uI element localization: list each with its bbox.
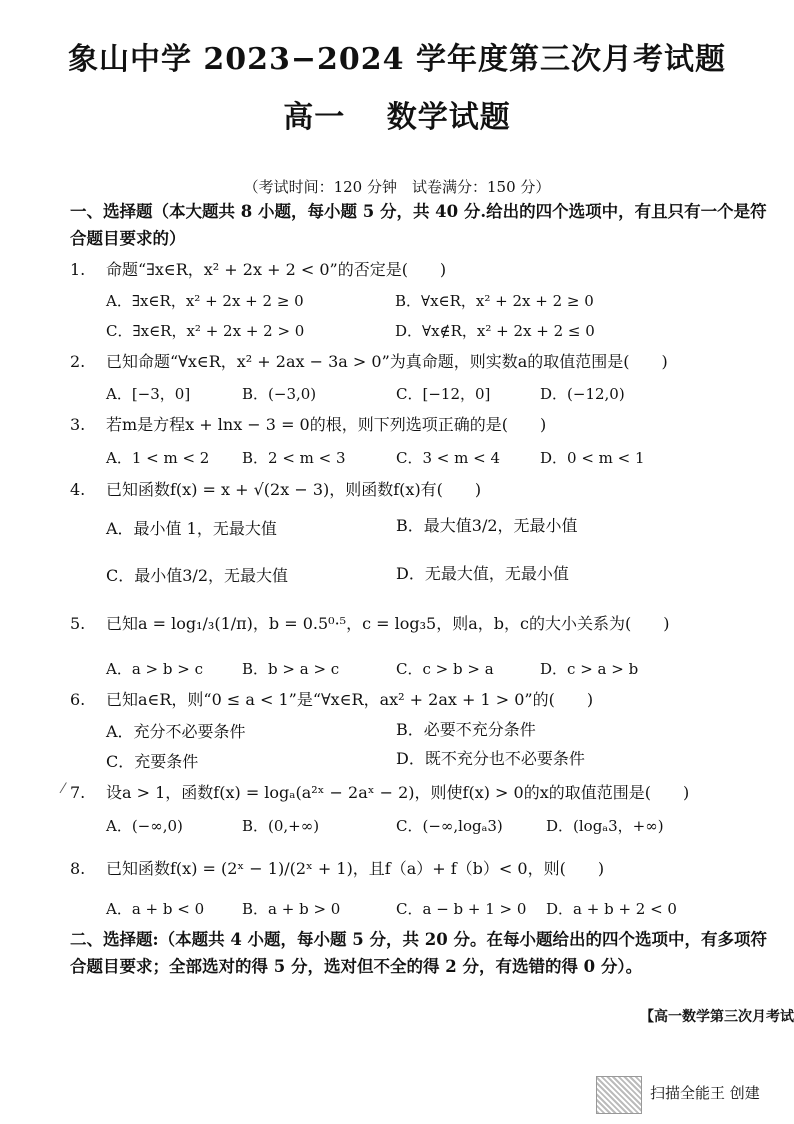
question-number: 7. xyxy=(70,783,86,802)
option-d: D．无最大值，无最小值 xyxy=(396,564,569,583)
option-d: D．a + b + 2 < 0 xyxy=(546,900,677,918)
question-text: 已知a∈R，则“0 ≤ a < 1”是“∀x∈R，ax² + 2ax + 1 > 0”的( ) xyxy=(106,690,594,709)
question-7 xyxy=(70,781,770,805)
question-4 xyxy=(70,478,770,502)
question-number: 2. xyxy=(70,352,86,371)
option-c: C．a − b + 1 > 0 xyxy=(396,900,527,918)
option-b: B．(−3,0) xyxy=(242,385,317,403)
option-a: A．[−3，0] xyxy=(106,385,191,403)
exam-title: 象山中学 2023−2024 学年度第三次月考试题 xyxy=(67,42,727,77)
question-number: 4. xyxy=(70,480,86,499)
question-1 xyxy=(70,258,770,282)
option-b: B．∀x∈R，x² + 2x + 2 ≥ 0 xyxy=(395,292,594,310)
option-c: C．[−12，0] xyxy=(396,385,491,403)
option-b: B．b > a > c xyxy=(242,660,340,678)
option-c: C．充要条件 xyxy=(106,752,199,771)
question-text: 已知函数f(x) = (2ˣ − 1)/(2ˣ + 1)，且f（a）+ f（b）< 0，则( ) xyxy=(106,859,605,878)
question-number: 5. xyxy=(70,614,86,633)
scanner-watermark: 扫描全能王 创建 xyxy=(650,1084,760,1102)
question-number: 3. xyxy=(70,415,86,434)
question-text: 已知a = log₁/₃(1/π)，b = 0.5⁰·⁵，c = log₃5，则a，b，c的大小关系为( ) xyxy=(106,614,670,633)
option-c: C．(−∞,logₐ3) xyxy=(396,817,503,835)
section-two-heading: 二、选择题:（本题共 4 小题，每小题 5 分，共 20 分。在每小题给出的四个选项中，有多项符合题目要求；全部选对的得 5 分，选对但不全的得 2 分，有选错的得 0 分）。 xyxy=(70,930,767,976)
option-b: B．2 < m < 3 xyxy=(242,449,346,467)
question-text: 设a > 1，函数f(x) = logₐ(a²ˣ − 2aˣ − 2)，则使f(x) > 0的x的取值范围是( ) xyxy=(106,783,690,802)
option-c: C．∃x∈R，x² + 2x + 2 > 0 xyxy=(106,322,305,340)
qr-code-icon xyxy=(596,1076,642,1114)
exam-info: （考试时间：120 分钟 试卷满分：150 分） xyxy=(243,178,551,196)
option-c: C．3 < m < 4 xyxy=(396,449,500,467)
option-a: A．a + b < 0 xyxy=(106,900,205,918)
option-d: D．(−12,0) xyxy=(540,385,625,403)
option-b: B．最大值3/2，无最小值 xyxy=(396,516,578,535)
question-text: 若m是方程x + lnx − 3 = 0的根，则下列选项正确的是( ) xyxy=(106,415,547,434)
option-b: B．a + b > 0 xyxy=(242,900,341,918)
option-d: D．0 < m < 1 xyxy=(540,449,645,467)
exam-subtitle: 高一 数学试题 xyxy=(283,100,511,135)
option-a: A．充分不必要条件 xyxy=(106,722,246,741)
option-a: A．最小值 1，无最大值 xyxy=(106,519,277,538)
pen-mark: ⁄ xyxy=(62,781,65,797)
option-a: A．(−∞,0) xyxy=(106,817,183,835)
option-d: D．∀x∉R，x² + 2x + 2 ≤ 0 xyxy=(395,322,595,340)
question-8 xyxy=(70,857,770,881)
question-number: 8. xyxy=(70,859,86,878)
question-number: 6. xyxy=(70,690,86,709)
option-a: A．1 < m < 2 xyxy=(106,449,210,467)
question-text: 已知命题“∀x∈R，x² + 2ax − 3a > 0”为真命题，则实数a的取值范围是( ) xyxy=(106,352,668,371)
option-c: C．最小值3/2，无最大值 xyxy=(106,566,288,585)
question-5 xyxy=(70,612,770,636)
question-number: 1. xyxy=(70,260,86,279)
option-b: B．必要不充分条件 xyxy=(396,720,536,739)
question-text: 已知函数f(x) = x + √(2x − 3)，则函数f(x)有( ) xyxy=(106,480,482,499)
option-a: A．∃x∈R，x² + 2x + 2 ≥ 0 xyxy=(106,292,304,310)
question-6 xyxy=(70,688,770,712)
question-text: 命题“∃x∈R，x² + 2x + 2 < 0”的否定是( ) xyxy=(106,260,447,279)
footer-page-tab: 【高一数学第三次月考试 xyxy=(640,1009,794,1025)
option-a: A．a > b > c xyxy=(106,660,203,678)
option-d: D．(logₐ3，+∞) xyxy=(546,817,664,835)
option-d: D．c > a > b xyxy=(540,660,639,678)
option-d: D．既不充分也不必要条件 xyxy=(396,749,585,768)
question-3 xyxy=(70,413,770,437)
question-2 xyxy=(70,350,770,374)
option-c: C．c > b > a xyxy=(396,660,494,678)
section-one-heading: 一、选择题（本大题共 8 小题，每小题 5 分，共 40 分.给出的四个选项中，有且只有一个是符合题目要求的） xyxy=(70,202,767,248)
option-b: B．(0,+∞) xyxy=(242,817,320,835)
